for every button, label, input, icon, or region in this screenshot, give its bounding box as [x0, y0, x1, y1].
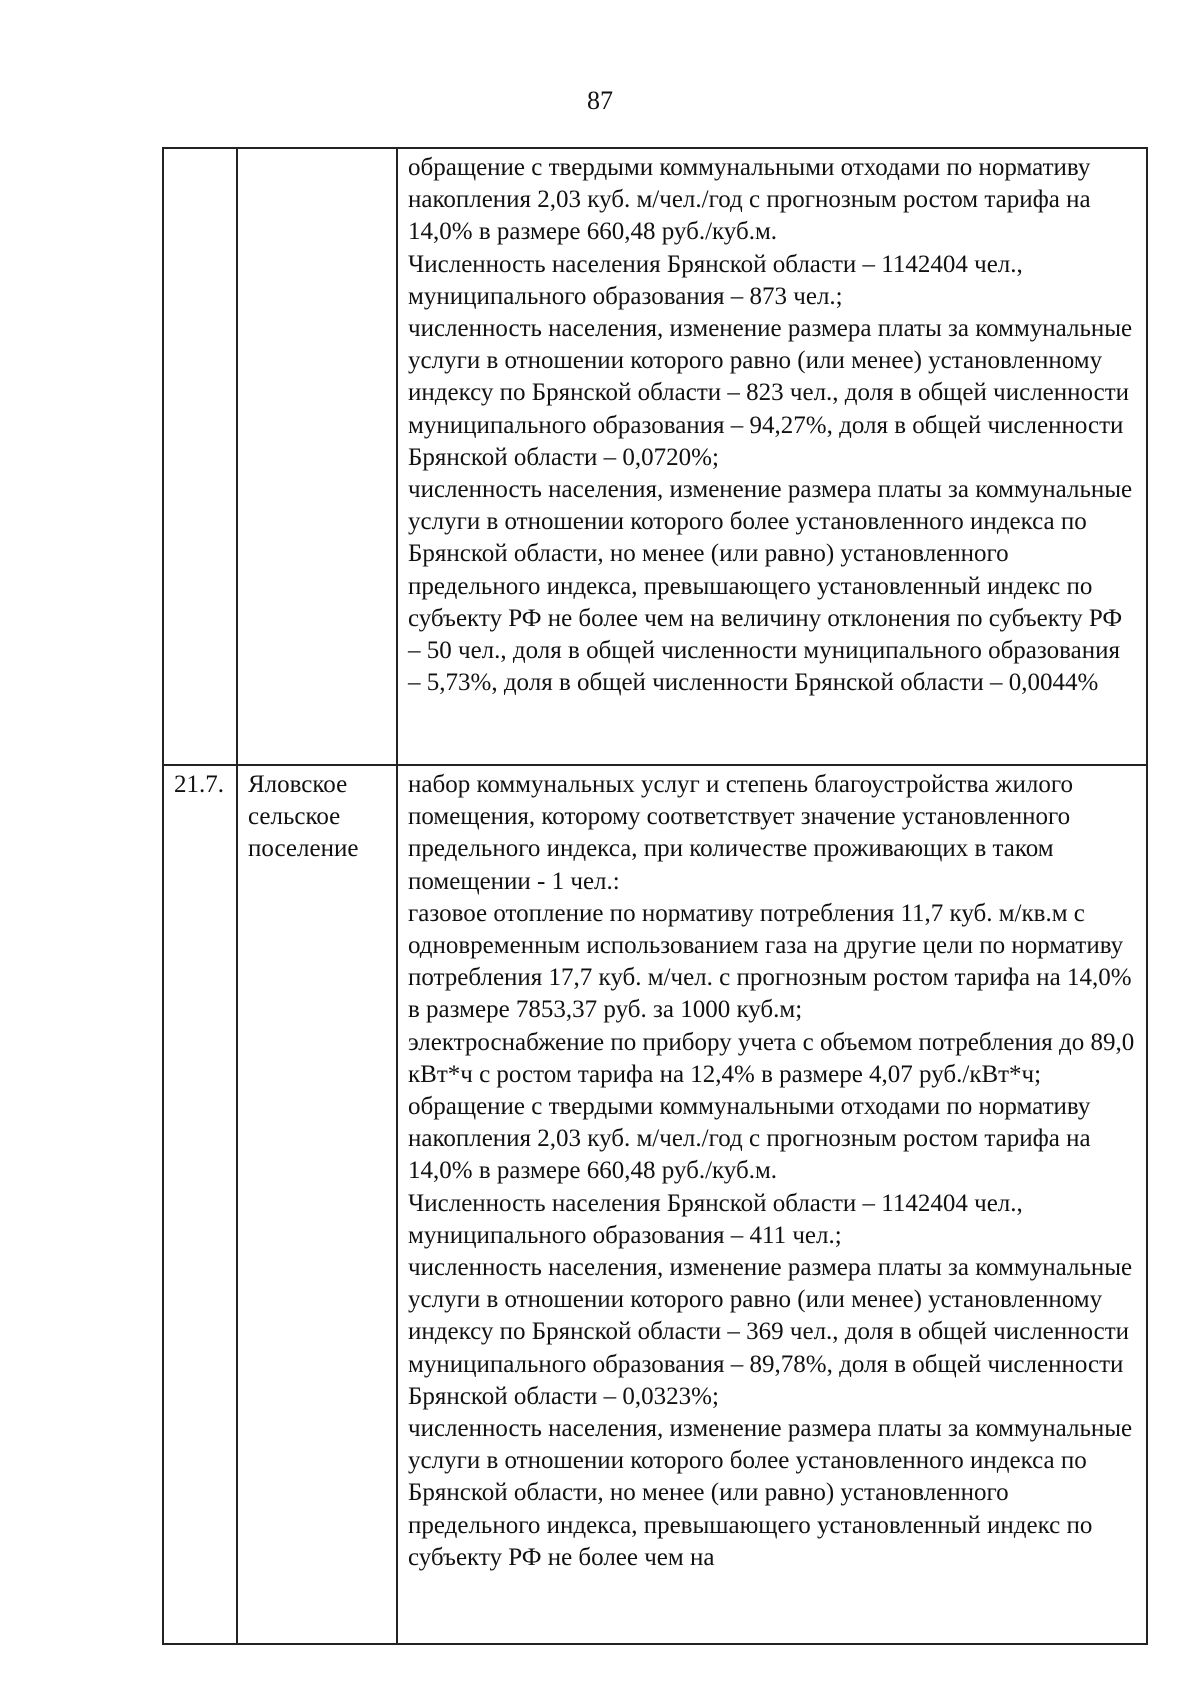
- municipality-name-cell: Яловское сельское поселение: [237, 765, 397, 1644]
- paragraph: газовое отопление по нормативу потребления 11,7 куб. м/кв.м с одновременным использованием газа на другие цели по нормативу потребления 17,7 куб. м/чел. с прогнозным ростом тарифа на 14,0% в размере 7853,37 руб. за 1000 куб.м;: [408, 899, 1132, 1024]
- paragraph: набор коммунальных услуг и степень благоустройства жилого помещения, которому соответствует значение установленного предельного индекса, при количестве проживающих в таком помещении - 1 чел.:: [408, 771, 1073, 895]
- municipality-name-cell: [237, 148, 397, 765]
- paragraph: Численность населения Брянской области – 1142404 чел., муниципального образования – 873 чел.;: [408, 250, 1023, 310]
- row-number-cell: 21.7.: [163, 765, 237, 1644]
- table-row: [163, 148, 1147, 765]
- paragraph: численность населения, изменение размера платы за коммунальные услуги в отношении которого равно (или менее) установленному индексу по Брянской области – 823 чел., доля в общей численности муниципального образования – 94,27%, доля в общей численности Брянской области – 0,0720%;: [408, 315, 1133, 471]
- paragraph: численность населения, изменение размера платы за коммунальные услуги в отношении которого более установленного индекса по Брянской области, но менее (или равно) установленного предельного индекса, превышающего установленный индекс по субъекту РФ не более чем на: [408, 1415, 1133, 1571]
- description-cell: [397, 148, 1147, 765]
- table-row: [163, 765, 1147, 1644]
- paragraph: электроснабжение по прибору учета с объемом потребления до 89,0 кВт*ч с ростом тарифа на 12,4% в размере 4,07 руб./кВт*ч;: [408, 1028, 1135, 1088]
- paragraph: обращение с твердыми коммунальными отходами по нормативу накопления 2,03 куб. м/чел./год с прогнозным ростом тарифа на 14,0% в размере 660,48 руб./куб.м.: [408, 1093, 1091, 1185]
- description-cell: [397, 765, 1147, 1644]
- paragraph: численность населения, изменение размера платы за коммунальные услуги в отношении которого более установленного индекса по Брянской области, но менее (или равно) установленного предельного индекса, превышающего установленный индекс по субъекту РФ не более чем на величину отклонения по субъекту РФ – 50 чел., доля в общей численности муниципального образования – 5,73%, доля в общей численности Брянской области – 0,0044%: [408, 476, 1133, 697]
- row-number-cell: [163, 148, 237, 765]
- paragraph: численность населения, изменение размера платы за коммунальные услуги в отношении которого равно (или менее) установленному индексу по Брянской области – 369 чел., доля в общей численности муниципального образования – 89,78%, доля в общей численности Брянской области – 0,0323%;: [408, 1254, 1133, 1410]
- document-table: [162, 147, 1148, 1645]
- paragraph: Численность населения Брянской области – 1142404 чел., муниципального образования – 411 чел.;: [408, 1189, 1023, 1249]
- paragraph: обращение с твердыми коммунальными отходами по нормативу накопления 2,03 куб. м/чел./год с прогнозным ростом тарифа на 14,0% в размере 660,48 руб./куб.м.: [408, 154, 1091, 246]
- page-number: 87: [587, 86, 613, 115]
